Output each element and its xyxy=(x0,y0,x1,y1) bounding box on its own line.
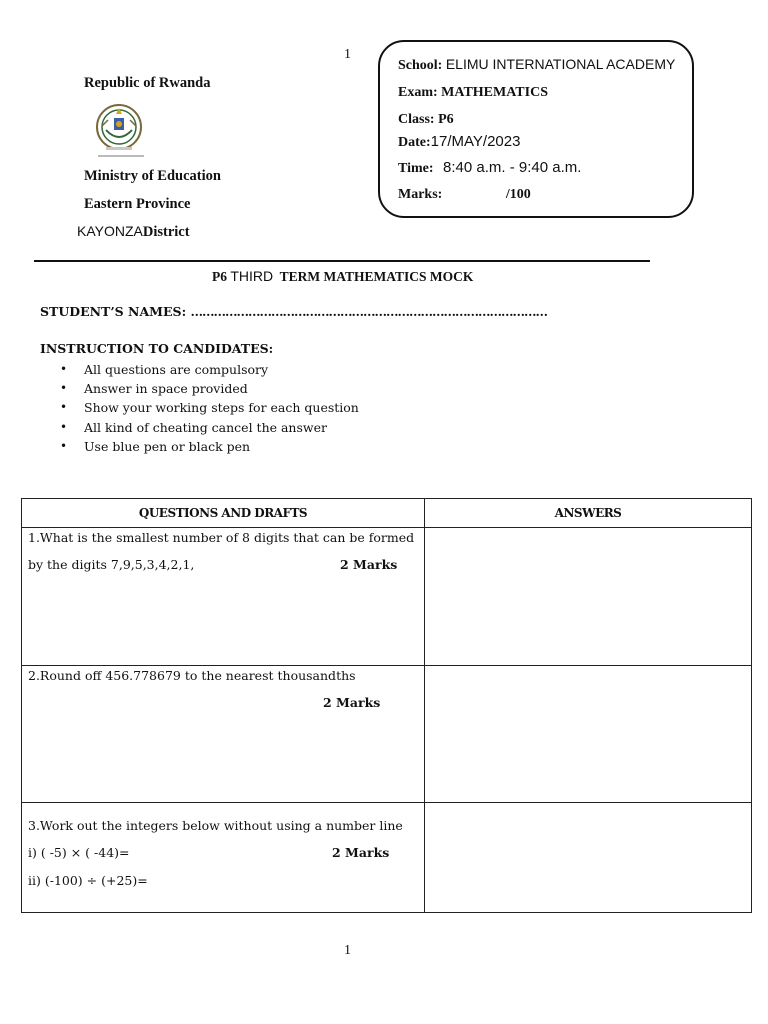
header-divider xyxy=(34,260,650,262)
questions-table xyxy=(21,498,752,913)
question-3-cell xyxy=(22,803,425,913)
instruction-item xyxy=(60,379,359,398)
instruction-text: Show your working steps for each question xyxy=(84,400,359,416)
bullet-icon: • xyxy=(60,381,68,396)
exam-title-class: P6 xyxy=(212,269,227,284)
page-number-bottom: 1 xyxy=(344,943,351,958)
student-names-blank[interactable]: ………………………………………………………………………………… xyxy=(190,304,548,319)
ministry-heading: Ministry of Education xyxy=(84,168,221,184)
marks-value: /100 xyxy=(505,187,531,202)
question-3-marks: 2 Marks xyxy=(332,845,390,860)
bullet-icon: • xyxy=(60,419,68,434)
answer-1-cell[interactable] xyxy=(425,528,752,666)
table-row xyxy=(22,666,752,803)
time-label: Time: xyxy=(398,161,434,176)
time-value: 8:40 a.m. - 9:40 a.m. xyxy=(443,159,582,176)
question-1-line-1: 1.What is the smallest number of 8 digits that can be formed xyxy=(28,530,415,545)
bullet-icon: • xyxy=(60,400,68,415)
instruction-text: All kind of cheating cancel the answer xyxy=(84,419,327,435)
page-number-top: 1 xyxy=(344,47,351,62)
student-names-label: STUDENT’S NAMES: xyxy=(40,304,187,319)
date-row xyxy=(398,133,520,151)
instructions-list xyxy=(60,360,359,456)
question-2-line-1: 2.Round off 456.778679 to the nearest thousandths xyxy=(28,668,356,683)
question-3-line-3: ii) (-100) ÷ (+25)= xyxy=(28,873,148,888)
time-row xyxy=(398,159,581,177)
rwanda-coat-of-arms-seal xyxy=(88,100,154,162)
question-3-line-2: i) ( -5) × ( -44)= xyxy=(28,845,130,860)
student-names-line xyxy=(40,304,547,319)
school-row xyxy=(398,56,675,74)
exam-value: MATHEMATICS xyxy=(441,85,548,100)
question-1-line-2: by the digits 7,9,5,3,4,2,1, xyxy=(28,557,195,572)
marks-row xyxy=(398,187,531,203)
province-heading: Eastern Province xyxy=(84,196,191,212)
answer-3-cell[interactable] xyxy=(425,803,752,913)
date-value: 17/MAY/2023 xyxy=(430,133,521,150)
exam-title-term: THIRD xyxy=(230,268,274,284)
instruction-item xyxy=(60,437,359,456)
table-row xyxy=(22,803,752,913)
instruction-item xyxy=(60,418,359,437)
exam-row xyxy=(398,85,548,101)
table-row xyxy=(22,528,752,666)
question-2-cell xyxy=(22,666,425,803)
class-row xyxy=(398,112,454,128)
question-3-line-1: 3.Work out the integers below without using a number line xyxy=(28,818,403,833)
question-2-marks: 2 Marks xyxy=(323,695,381,710)
date-label: Date: xyxy=(398,135,431,150)
district-label: District xyxy=(142,224,190,240)
marks-label: Marks: xyxy=(398,187,443,202)
exam-title-rest: TERM MATHEMATICS MOCK xyxy=(279,269,474,284)
class-label: Class: xyxy=(398,112,435,127)
class-value: P6 xyxy=(438,112,454,127)
district-name: KAYONZA xyxy=(77,223,143,239)
district-heading xyxy=(77,223,190,241)
question-1-marks: 2 Marks xyxy=(340,557,398,572)
answers-column-header: ANSWERS xyxy=(425,499,752,528)
instruction-text: Answer in space provided xyxy=(84,381,248,397)
exam-label: Exam: xyxy=(398,85,438,100)
instruction-item xyxy=(60,360,359,379)
instruction-text: All questions are compulsory xyxy=(84,362,269,377)
bullet-icon: • xyxy=(60,438,68,453)
instruction-item xyxy=(60,398,359,417)
answer-2-cell[interactable] xyxy=(425,666,752,803)
school-value: ELIMU INTERNATIONAL ACADEMY xyxy=(445,56,676,72)
instructions-title: INSTRUCTION TO CANDIDATES: xyxy=(40,341,274,356)
exam-info-box xyxy=(378,40,694,218)
school-label: School: xyxy=(398,58,443,73)
exam-title xyxy=(212,268,473,285)
bullet-icon: • xyxy=(60,362,68,376)
questions-column-header: QUESTIONS AND DRAFTS xyxy=(22,499,425,528)
table-header-row xyxy=(22,499,752,528)
instruction-text: Use blue pen or black pen xyxy=(84,438,251,454)
question-1-cell xyxy=(22,528,425,666)
republic-heading: Republic of Rwanda xyxy=(84,75,211,91)
